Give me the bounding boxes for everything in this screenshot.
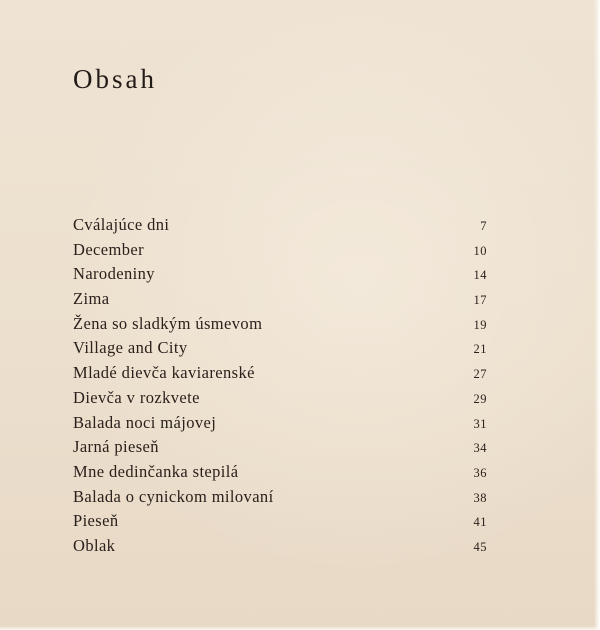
toc-entry bbox=[73, 460, 489, 485]
toc-entry bbox=[73, 411, 489, 436]
toc-entry-title: Mne dedinčanka stepilá bbox=[73, 461, 239, 481]
toc-entry-page-number: 36 bbox=[473, 465, 487, 480]
table-of-contents bbox=[73, 213, 489, 559]
page-edge-bottom bbox=[0, 626, 600, 630]
toc-entry-page-number: 29 bbox=[473, 391, 487, 406]
toc-entry-page-number: 45 bbox=[473, 539, 487, 554]
toc-entry bbox=[73, 238, 489, 263]
toc-entry-title: Balada o cynickom milovaní bbox=[73, 486, 274, 506]
toc-entry bbox=[73, 262, 489, 287]
toc-entry-title: Zima bbox=[73, 289, 110, 309]
toc-entry-page-number: 7 bbox=[480, 219, 487, 233]
toc-entry bbox=[73, 485, 489, 510]
toc-entry-title: Village and City bbox=[73, 338, 188, 358]
toc-entry-page-number: 21 bbox=[473, 342, 487, 357]
toc-entry-page-number: 27 bbox=[473, 367, 487, 382]
toc-entry bbox=[73, 361, 489, 386]
toc-entry-title: Jarná pieseň bbox=[73, 437, 159, 457]
toc-entry bbox=[73, 312, 489, 337]
page-title: Obsah bbox=[73, 64, 157, 94]
toc-entry bbox=[73, 509, 489, 534]
toc-entry-title: Dievča v rozkvete bbox=[73, 387, 200, 407]
toc-entry-page-number: 19 bbox=[473, 317, 487, 332]
toc-entry-page-number: 31 bbox=[473, 416, 487, 431]
toc-entry-title: Balada noci májovej bbox=[73, 412, 217, 432]
toc-entry bbox=[73, 386, 489, 411]
toc-entry-page-number: 34 bbox=[473, 441, 487, 456]
page-edge-right bbox=[594, 0, 600, 630]
toc-entry-page-number: 17 bbox=[473, 293, 487, 308]
toc-entry bbox=[73, 213, 489, 238]
toc-entry-title: Mladé dievča kaviarenské bbox=[73, 363, 255, 383]
toc-entry bbox=[73, 336, 489, 361]
toc-entry bbox=[73, 435, 489, 460]
toc-entry-title: Narodeniny bbox=[73, 264, 155, 284]
toc-entry-title: Cválajúce dni bbox=[73, 215, 170, 234]
toc-entry bbox=[73, 287, 489, 312]
toc-entry-title: Oblak bbox=[73, 535, 116, 555]
toc-entry-page-number: 10 bbox=[473, 243, 487, 258]
toc-entry-page-number: 14 bbox=[473, 268, 487, 283]
toc-entry-title: December bbox=[73, 239, 144, 259]
toc-entry-title: Pieseň bbox=[73, 511, 119, 531]
toc-entry-title: Žena so sladkým úsmevom bbox=[73, 313, 263, 333]
toc-entry bbox=[73, 534, 489, 559]
toc-entry-page-number: 38 bbox=[473, 490, 487, 505]
toc-entry-page-number: 41 bbox=[473, 515, 487, 530]
